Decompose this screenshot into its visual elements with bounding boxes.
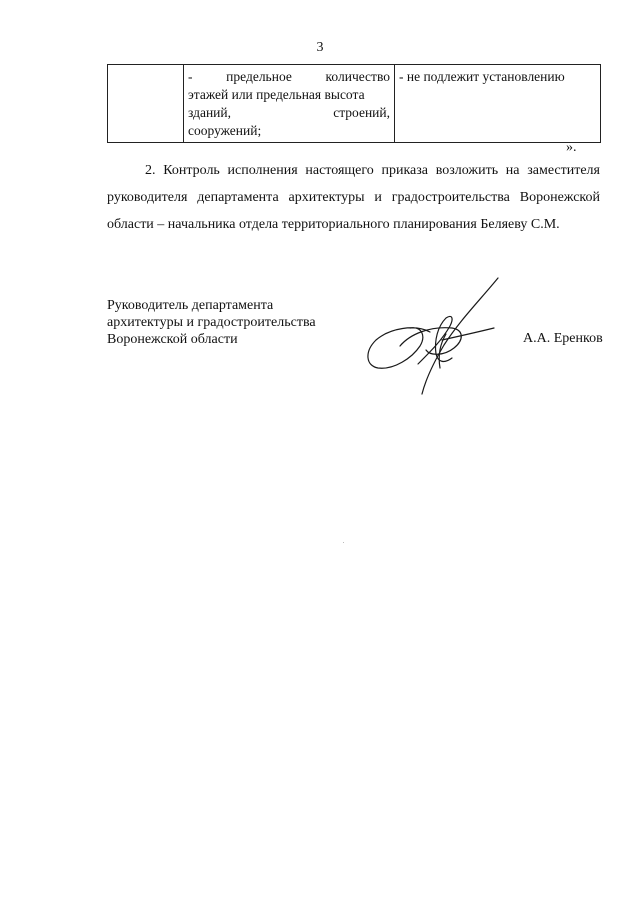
table-cell-empty [108,65,184,143]
word: руководителя [107,190,188,205]
signature-title-line: архитектуры и градостроительства [107,315,316,330]
signature-title-line: Руководитель департамента [107,298,274,313]
regulation-table [107,64,601,143]
word: архитектуры [288,190,365,205]
parameter-line-2: этажей или предельная высота [188,87,365,102]
closing-quote: ». [566,140,577,155]
signature-title-line: Воронежской области [107,332,238,347]
page-number: 3 [316,40,324,55]
word: Контроль [163,163,220,178]
parameter-line-1 [188,68,390,86]
table-row [108,65,601,143]
word: градостроительства [391,190,510,205]
word: заместителя [527,163,600,178]
signature-title [107,297,316,348]
parameter-line-3 [188,104,390,122]
paragraph-line-3: области – начальника отдела территориального планирования Беляеву С.М. [107,217,560,232]
paragraph-line-1 [107,157,600,184]
scan-speck [343,542,344,543]
handwritten-signature [360,270,510,400]
word: 2. [145,163,156,178]
word: на [505,163,520,178]
parameter-word: зданий, [188,105,231,120]
parameter-word: количество [325,69,390,84]
paragraph-2 [107,157,600,238]
word: исполнения [227,163,298,178]
word: приказа [381,163,429,178]
parameter-line-4: сооружений; [188,123,262,138]
word: Воронежской [519,190,600,205]
word: и [374,190,382,205]
parameter-word: предельное [226,69,292,84]
word: настоящего [305,163,374,178]
word: департамента [197,190,279,205]
parameter-word: строений, [333,105,390,120]
signer-name: А.А. Еренков [523,331,603,346]
word: возложить [435,163,499,178]
table-cell-value: - не подлежит установлению [395,65,601,143]
dash-mark: - [188,69,193,84]
table-cell-parameter [184,65,395,143]
paragraph-line-2 [107,184,600,211]
